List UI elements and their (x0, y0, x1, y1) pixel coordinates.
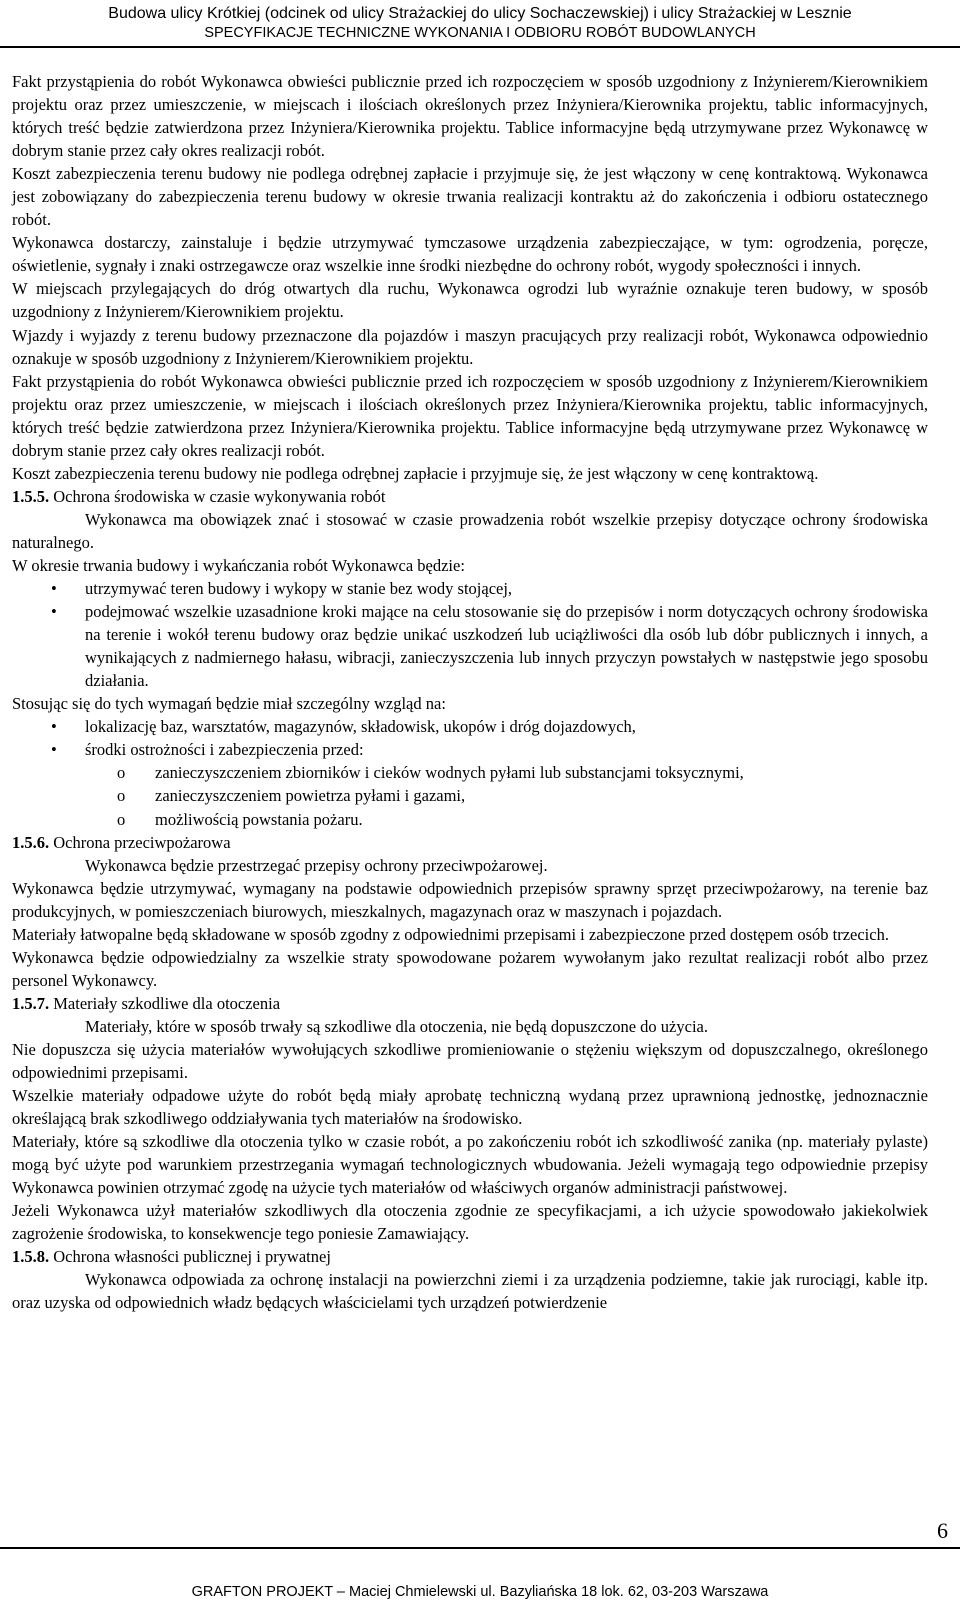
list-item (12, 715, 928, 738)
section-number: 1.5.8. (12, 1247, 50, 1267)
paragraph: Koszt zabezpieczenia terenu budowy nie podlega odrębnej zapłacie i przyjmuje się, że jest włączony w cenę kontraktową. Wykonawca jest zobowiązany do zabezpieczenia terenu budowy w okresie trwania realizacji kontraktu aż do zakończenia i odbioru ostatecznego robót. (12, 164, 928, 230)
paragraph: Jeżeli Wykonawca użył materiałów szkodliwych dla otoczenia zgodnie ze specyfikacjami, a ich użycie spowodowało jakiekolwiek zagrożenie środowiska, to konsekwencje tego poniesie Zamawiający. (12, 1201, 928, 1244)
paragraph: Wykonawca ma obowiązek znać i stosować w czasie prowadzenia robót wszelkie przepisy dotyczące ochrony środowiska naturalnego. (12, 509, 928, 552)
paragraph: Koszt zabezpieczenia terenu budowy nie podlega odrębnej zapłacie i przyjmuje się, że jest włączony w cenę kontraktową. (12, 463, 819, 483)
document-subtitle: SPECYFIKACJE TECHNICZNE WYKONANIA I ODBIORU ROBÓT BUDOWLANYCH (204, 25, 756, 41)
section-title: Ochrona przeciwpożarowa (49, 832, 231, 852)
section-heading-1-5-5 (12, 485, 928, 508)
bullet-marker: • (51, 717, 57, 737)
bullet-marker: • (51, 740, 57, 760)
list-item-text: podejmować wszelkie uzasadnione kroki mające na celu stosowanie się do przepisów i norm dotyczących ochrony środowiska na terenie i wokół terenu budowy oraz będzie unikać uszkodzeń lub uciążliwości dla osób lub dóbr publicznych i innych, a wynikających z nadmiernego hałasu, wibracji, zanieczyszczenia lub innych przyczyn powstałych w następstwie jego sposobu działania. (85, 602, 928, 691)
bullet-marker: • (51, 579, 57, 599)
paragraph: Wjazdy i wyjazdy z terenu budowy przeznaczone dla pojazdów i maszyn pracujących przy realizacji robót, Wykonawca odpowiednio oznakuje w sposób uzgodniony z Inżynierem/Kierownikiem projektu. (12, 325, 928, 368)
list-item (12, 738, 928, 761)
section-heading-1-5-6 (12, 831, 928, 854)
section-number: 1.5.7. (12, 993, 50, 1013)
sub-list-item (12, 761, 928, 784)
footer-divider (0, 1547, 960, 1549)
paragraph: Materiały łatwopalne będą składowane w sposób zgodny z odpowiednimi przepisami i zabezpieczone przed dostępem osób trzecich. (12, 924, 889, 944)
paragraph: W okresie trwania budowy i wykańczania robót Wykonawca będzie: (12, 555, 465, 575)
section-title: Materiały szkodliwe dla otoczenia (49, 993, 281, 1013)
sub-bullet-marker: o (117, 786, 126, 806)
list-item-text: utrzymywać teren budowy i wykopy w stanie bez wody stojącej, (85, 579, 513, 599)
list-item-text: możliwością powstania pożaru. (155, 809, 363, 829)
section-title: Ochrona środowiska w czasie wykonywania robót (49, 486, 386, 506)
paragraph: Wykonawca będzie odpowiedzialny za wszelkie straty spowodowane pożarem wywołanym jako rezultat realizacji robót albo przez personel Wykonawcy. (12, 947, 928, 990)
bullet-list (12, 715, 928, 830)
paragraph: Fakt przystąpienia do robót Wykonawca obwieści publicznie przed ich rozpoczęciem w sposób uzgodniony z Inżynierem/Kierownikiem projektu oraz przez umieszczenie, w miejscach i ilościach określonych przez Inżyniera/Kierownika projektu, tablic informacyjnych, których treść będzie zatwierdzona przez Inżyniera/Kierownika projektu. Tablice informacyjne będą utrzymywane przez Wykonawcę w dobrym stanie przez cały okres realizacji robót. (12, 72, 928, 161)
sub-bullet-marker: o (117, 809, 126, 829)
page-number: 6 (937, 1518, 948, 1543)
paragraph: Stosując się do tych wymagań będzie miał szczególny wzgląd na: (12, 694, 446, 714)
sub-list-item (12, 808, 928, 831)
section-heading-1-5-8 (12, 1245, 928, 1268)
list-item-text: zanieczyszczeniem powietrza pyłami i gazami, (155, 786, 466, 806)
paragraph: Wykonawca będzie utrzymywać, wymagany na podstawie odpowiednich przepisów sprawny sprzęt przeciwpożarowy, na terenie baz produkcyjnych, w pomieszczeniach biurowych, mieszkalnych, magazynach oraz w maszynach i pojazdach. (12, 878, 928, 921)
list-item-text: środki ostrożności i zabezpieczenia przed: (85, 740, 364, 760)
section-number: 1.5.5. (12, 486, 50, 506)
page-header (0, 0, 960, 42)
bullet-marker: • (51, 602, 57, 622)
list-item-text: lokalizację baz, warsztatów, magazynów, składowisk, ukopów i dróg dojazdowych, (85, 717, 636, 737)
header-divider (0, 46, 960, 48)
paragraph: Fakt przystąpienia do robót Wykonawca obwieści publicznie przed ich rozpoczęciem w sposób uzgodniony z Inżynierem/Kierownikiem projektu oraz przez umieszczenie, w miejscach i ilościach określonych przez Inżyniera/Kierownika projektu, tablic informacyjnych, których treść będzie zatwierdzona przez Inżyniera/Kierownika projektu. Tablice informacyjne będą utrzymywane przez Wykonawcę w dobrym stanie przez cały okres realizacji robót. (12, 371, 928, 460)
sub-bullet-marker: o (117, 763, 126, 783)
list-item (12, 600, 928, 692)
paragraph: Wykonawca dostarczy, zainstaluje i będzie utrzymywać tymczasowe urządzenia zabezpieczające, w tym: ogrodzenia, poręcze, oświetlenie, sygnały i znaki ostrzegawcze oraz wszelkie inne środki niezbędne do ochrony robót, wygody społeczności i innych. (12, 233, 928, 276)
document-body (12, 70, 928, 1315)
paragraph: Materiały, które są szkodliwe dla otoczenia tylko w czasie robót, a po zakończeniu robót ich szkodliwość zanika (np. materiały pylaste) mogą być użyte pod warunkiem przestrzegania wymagań technologicznych wbudowania. Jeżeli wymagają tego odpowiednie przepisy Wykonawca powinien otrzymać zgodę na użycie tych materiałów od właściwych organów administracji państwowej. (12, 1132, 928, 1198)
paragraph: Wszelkie materiały odpadowe użyte do robót będą miały aprobatę techniczną wydaną przez uprawnioną jednostkę, jednoznacznie określającą brak szkodliwego oddziaływania tych materiałów na środowisko. (12, 1086, 928, 1129)
list-item-text: zanieczyszczeniem zbiorników i cieków wodnych pyłami lub substancjami toksycznymi, (155, 763, 744, 783)
document-title: Budowa ulicy Krótkiej (odcinek od ulicy Strażackiej do ulicy Sochaczewskiej) i ulicy Strażackiej w Lesznie (108, 5, 852, 22)
paragraph: W miejscach przylegających do dróg otwartych dla ruchu, Wykonawca ogrodzi lub wyraźnie oznakuje teren budowy, w sposób uzgodniony z Inżynierem/Kierownikiem projektu. (12, 279, 928, 322)
section-heading-1-5-7 (12, 992, 928, 1015)
sub-list-item (12, 784, 928, 807)
section-number: 1.5.6. (12, 832, 50, 852)
page-footer: GRAFTON PROJEKT – Maciej Chmielewski ul. Bazyliańska 18 lok. 62, 03-203 Warszawa (191, 1584, 769, 1600)
paragraph: Nie dopuszcza się użycia materiałów wywołujących szkodliwe promieniowanie o stężeniu większym od dopuszczalnego, określonego odpowiednimi przepisami. (12, 1039, 928, 1083)
paragraph: Wykonawca będzie przestrzegać przepisy ochrony przeciwpożarowej. (85, 855, 548, 875)
paragraph: Materiały, które w sposób trwały są szkodliwe dla otoczenia, nie będą dopuszczone do użycia. (85, 1016, 708, 1036)
list-item (12, 577, 928, 600)
section-title: Ochrona własności publicznej i prywatnej (49, 1247, 331, 1267)
bullet-list (12, 577, 928, 692)
paragraph: Wykonawca odpowiada za ochronę instalacji na powierzchni ziemi i za urządzenia podziemne, takie jak rurociągi, kable itp. oraz uzyska od odpowiednich władz będących właścicielami tych urządzeń potwierdzenie (12, 1270, 928, 1313)
